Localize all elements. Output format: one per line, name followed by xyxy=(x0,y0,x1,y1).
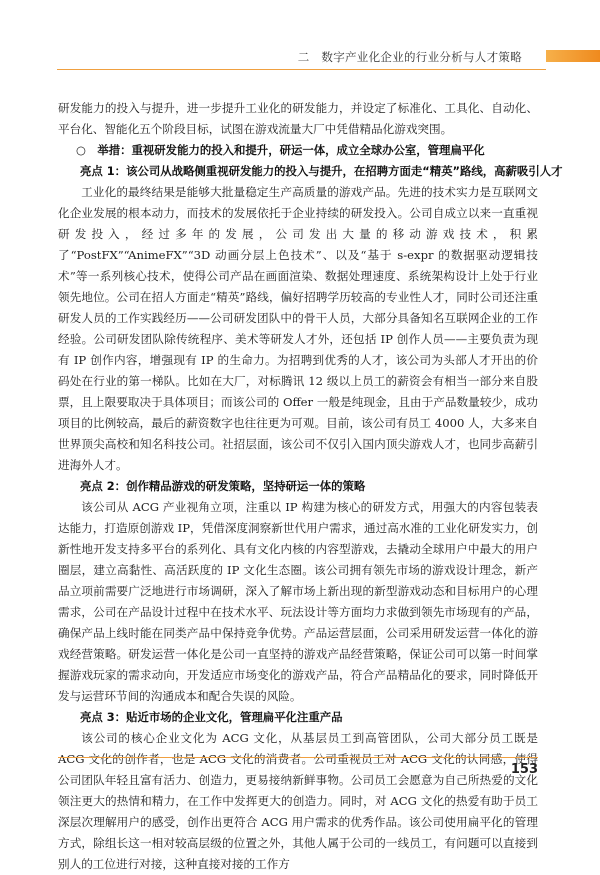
highlight-2-title: 亮点 2：创作精品游戏的研发策略，坚持研运一体的策略 xyxy=(80,479,366,493)
header-accent-bar xyxy=(546,50,600,62)
highlight-3-title: 亮点 3：贴近市场的企业文化，管理扁平化注重产品 xyxy=(80,710,343,724)
intro-paragraph: 研发能力的投入与提升，进一步提升工业化的研发能力，并设定了标准化、工具化、自动化、平台化、智能化五个阶段目标，试图在游戏流量大厂中凭借精品化游戏突围。 xyxy=(58,101,538,136)
running-header xyxy=(0,47,600,69)
header-rule xyxy=(57,69,546,70)
chapter-title: 二 数字产业化企业的行业分析与人才策略 xyxy=(297,50,522,64)
footer-rule xyxy=(58,757,538,758)
highlight-3-paragraph: 该公司的核心企业文化为 ACG 文化，从基层员工到高管团队，公司大部分员工既是 ACG 文化的创作者，也是 ACG 文化的消费者。公司重视员工对 ACG 文化的认同感，使得公司团队年轻且富有活力、创造力，更易接纳新鲜事物。公司员工会愿意为自己所热爱的文化领注更大的热情和精力，在工作中发挥更大的创造力。同时，对 ACG 文化的热爱有助于员工深层次理解用户的感受，创作出更符合 ACG 用户需求的优秀作品。该公司使用扁平化的管理方式，除组长这一相对较高层级的位置之外，其他人属于公司的一线员工，有问题可以直接到别人的工位进行对接，这种直接对接的工作方 xyxy=(58,731,538,871)
highlight-1-paragraph: 工业化的最终结果是能够大批量稳定生产高质量的游戏产品。先进的技术实力是互联网文化企业发展的根本动力，而技术的发展依托于企业持续的研发投入。公司自成立以来一直重视研发投入，经过多年的发展，公司发出大量的移动游戏技术，积累了“PostFX”“AnimeFX”“3D 动画分层上色技术”、以及“基于 s-expr 的数据驱动逻辑技术”等一系列核心技术，使得公司产品在画面渲染、数据处理速度、系统架构设计上处于行业领先地位。公司在招人方面走“精英”路线，偏好招聘学历较高的专业性人才，同时公司还注重研发人员的工作实践经历——公司研发团队中的骨干人员，大部分具备知名互联网企业的工作经验。公司研发团队除传统程序、美术等研发人才外，还包括 IP 创作人员——主要负责为现有 IP 创作内容，增强现有 IP 的生命力。为招聘到优秀的人才，该公司为头部人才开出的价码处在行业的第一梯队。比如在大厂，对标腾讯 12 级以上员工的薪资会有相当一部分来自股票，且上限要取决于具体项目；而该公司的 Offer 一般是纯现金，且由于产品数量较少，成功项目的比例较高，最后的薪资数字也往往更为可观。目前，该公司有员工 4000 人，大多来自世界顶尖高校和知名科技公司。社招层面，该公司不仅引入国内顶尖游戏人才，也同步高薪引进海外人才。 xyxy=(58,185,538,472)
measures-bullet: ○ 举措：重视研发能力的投入和提升，研运一体，成立全球办公室，管理扁平化 xyxy=(76,143,485,157)
page-body xyxy=(58,98,563,875)
highlight-2-paragraph: 该公司从 ACG 产业视角立项，注重以 IP 构建为核心的研发方式，用强大的内容包装表达能力，打造原创游戏 IP，凭借深度洞察新世代用户需求，通过高水准的工业化研发实力，创新性地开发支持多平台的系列化、具有文化内核的内容型游戏，去撬动全球用户中最大的用户圈层，建立高黏性、高活跃度的 IP 文化生态圈。该公司拥有领先市场的游戏设计理念，新产品立项前需要广泛地进行市场调研，深入了解市场上新出现的新型游戏动态和目标用户的心理需求，公司在产品设计过程中在技术水平、玩法设计等方面均力求做到领先市场现有的产品，确保产品上线时能在同类产品中保持竞争优势。产品运营层面，公司采用研发运营一体化的游戏经营策略。研发运营一体化是公司一直坚持的游戏产品经营策略，保证公司可以第一时间掌握游戏玩家的需求动向，开发适应市场变化的游戏产品，符合产品精品化的要求，同时降低开发与运营环节间的沟通成本和配合失误的风险。 xyxy=(58,500,538,703)
page-number: 153 xyxy=(510,762,538,777)
highlight-1-title: 亮点 1：该公司从战略侧重视研发能力的投入与提升，在招聘方面走“精英”路线，高薪吸引人才 xyxy=(80,164,563,178)
